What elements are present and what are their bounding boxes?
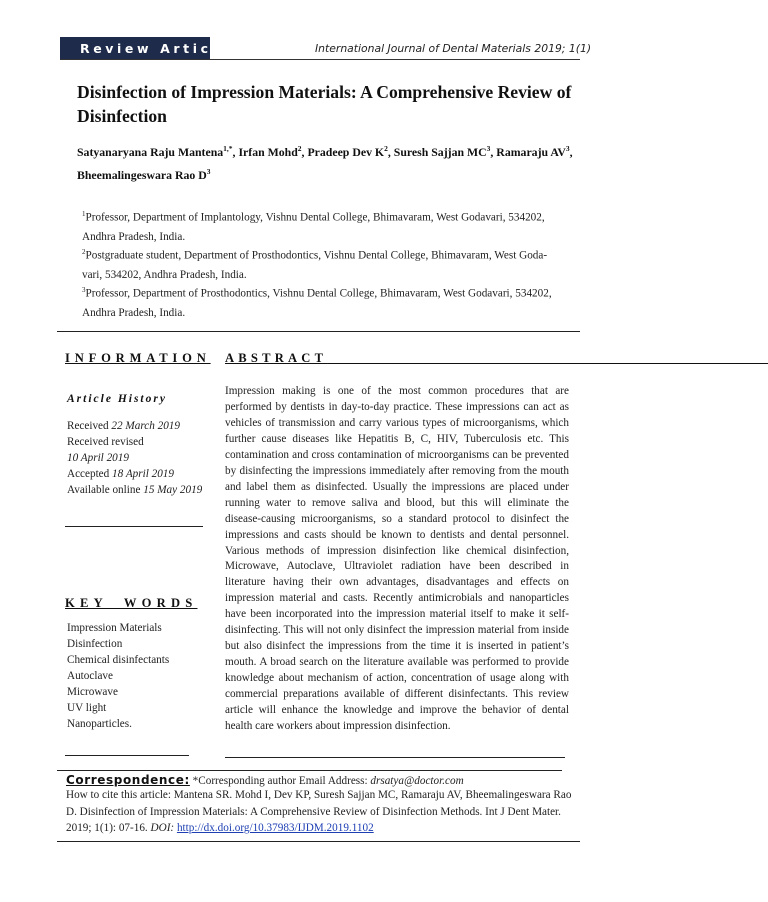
- author-name: Irfan Mohd: [238, 144, 298, 159]
- history-rule: [65, 526, 203, 527]
- footer-rule: [57, 841, 580, 842]
- affiliation-3: [82, 281, 572, 323]
- correspondence-rule: [57, 770, 562, 771]
- affiliation-text: Professor, Department of Implantology, Vishnu Dental College, Bhimavaram, West Godavari, 534202,: [85, 211, 545, 224]
- author-affiliation-mark: 3: [486, 144, 491, 153]
- keyword-item: Disinfection: [67, 638, 123, 650]
- affiliation-mark: 2: [82, 248, 86, 256]
- article-type-banner: [60, 37, 232, 60]
- correspondence-email[interactable]: drsatya@doctor.com: [370, 775, 464, 787]
- history-available-online: [67, 482, 202, 498]
- history-label: Received: [67, 420, 112, 432]
- history-label: Available online: [67, 484, 144, 496]
- information-heading: INFORMATION: [65, 351, 211, 365]
- history-label: Received revised: [67, 436, 144, 448]
- history-revised-date: [67, 450, 129, 466]
- abstract-heading: ABSTRACT__________________________________________: [225, 351, 768, 365]
- author-list: Satyanaryana Raju Mantena$^{1,*}$, Irfan Mohd$^2$, Pradeep Dev $K^2$, Suresh Sajjan $MC^3$, Ramaraju $AV^3$, Bheemalingeswara Rao $D^3$: [77, 144, 573, 182]
- header-rule: [60, 59, 580, 60]
- abstract-body: Impression making is one of the most common procedures that are performed by dentists in day-to-day practice. These impressions can act as vehicles of transmission and carry various types of microorganisms, which further cause diseases like Hepatitis B, C, HIV, Tuberculosis etc. This contamination and cross contamination of microorganisms can be prevented by disinfecting the impressions immediately after removing from the mouth and label them as disinfected. Usually the impressions are placed under running water to remove saliva and blood, but this will eliminate the disease-causing microorganisms, so a standard protocol to disinfect the impressions and casts should be known to dentists and dental personnel. Various methods of impression disinfection like chemical disinfection, Microwave, Autoclave, Ultraviolet radiation have been described in literature having their own advantages, disadvantages and effects on impression material and casts. Recently antimicrobials and nanoparticles have been incorporated into the impression material itself to make it self- disinfecting. This will not only disinfect the impression material from inside but also disinfect the impressions from the time it is inserted in patient’s mouth. A broad search on the literature available was performed to provide knowledge about mechanism of action, concentration of usage along with commercial preparations available of different disinfectants. This review article will enhance the knowledge and improve the behavior of dental health care workers about impression disinfection.: [225, 385, 569, 733]
- affiliation-text: Professor, Department of Prosthodontics, Vishnu Dental College, Bhimavaram, West Godavari, 534202,: [85, 287, 552, 300]
- keywords-heading: KEY WORDS: [65, 596, 198, 610]
- article-type-label: Review Article: [80, 41, 232, 56]
- citation: [66, 787, 578, 837]
- author-affiliation-mark: 2: [297, 144, 302, 153]
- history-label: Accepted: [67, 468, 113, 480]
- affiliation-2: [82, 243, 572, 285]
- author-affiliation-mark: 2: [384, 144, 388, 153]
- keyword-item: Autoclave: [67, 670, 113, 682]
- affiliation-text: Postgraduate student, Department of Prosthodontics, Vishnu Dental College, Bhimavaram, West Goda-: [85, 249, 548, 262]
- author-affiliation-mark: 1,*: [223, 144, 233, 153]
- affiliation-1: [82, 205, 572, 247]
- doi-label: DOI:: [150, 822, 175, 834]
- affiliation-text: Andhra Pradesh, India.: [82, 230, 186, 243]
- doi-link[interactable]: http://dx.doi.org/10.37983/IJDM.2019.1102: [176, 822, 374, 834]
- history-received: [67, 418, 180, 434]
- history-accepted: [67, 466, 174, 482]
- affiliation-mark: 3: [82, 286, 86, 294]
- correspondence-label: Correspondence:: [66, 773, 190, 787]
- keyword-item: Nanoparticles.: [67, 718, 132, 730]
- journal-citation-header: International Journal of Dental Materials 2019; 1(1): [315, 42, 592, 55]
- keyword-item: Chemical disinfectants: [67, 654, 170, 666]
- article-history-heading: Article History: [67, 393, 167, 405]
- history-date: 15 May 2019: [143, 484, 203, 496]
- correspondence-prefix: *Corresponding author Email Address:: [189, 775, 371, 787]
- section-divider: [57, 331, 580, 332]
- history-received-revised: [67, 434, 144, 450]
- history-date: 22 March 2019: [111, 420, 180, 432]
- author-name: Pradeep Dev K: [307, 144, 385, 159]
- author-name: Suresh Sajjan MC: [393, 144, 487, 159]
- article-title: Disinfection of Impression Materials: A Comprehensive Review of Disinfection: [77, 82, 572, 126]
- author-name: Bheemalingeswara Rao D: [77, 167, 207, 182]
- author-name: Satyanaryana Raju Mantena: [77, 144, 224, 159]
- author-affiliation-mark: 3: [565, 144, 570, 153]
- keyword-item: Microwave: [67, 686, 118, 698]
- history-date: 18 April 2019: [112, 468, 174, 480]
- affiliation-text: vari, 534202, Andhra Pradesh, India.: [82, 268, 247, 281]
- citation-text: How to cite this article: Mantena SR. Mohd I, Dev KP, Suresh Sajjan MC, Ramaraju AV, Bheemalingeswara Rao D. Disinfection of Impression Materials: A Comprehensive Review of Disinfection Methods. Int J Dent Mater. 2019; 1(1): 07-16.: [66, 789, 572, 834]
- author-affiliation-mark: 3: [206, 166, 211, 176]
- abstract-rule: [225, 757, 565, 758]
- keyword-item: Impression Materials: [67, 622, 162, 634]
- author-name: Ramaraju AV: [496, 144, 566, 159]
- abstract-heading-text: ABSTRACT: [225, 351, 328, 365]
- affiliation-text: Andhra Pradesh, India.: [82, 306, 186, 319]
- history-date: 10 April 2019: [67, 452, 129, 464]
- keywords-rule: [65, 755, 189, 756]
- affiliation-mark: 1: [82, 210, 86, 218]
- keyword-item: UV light: [67, 702, 107, 714]
